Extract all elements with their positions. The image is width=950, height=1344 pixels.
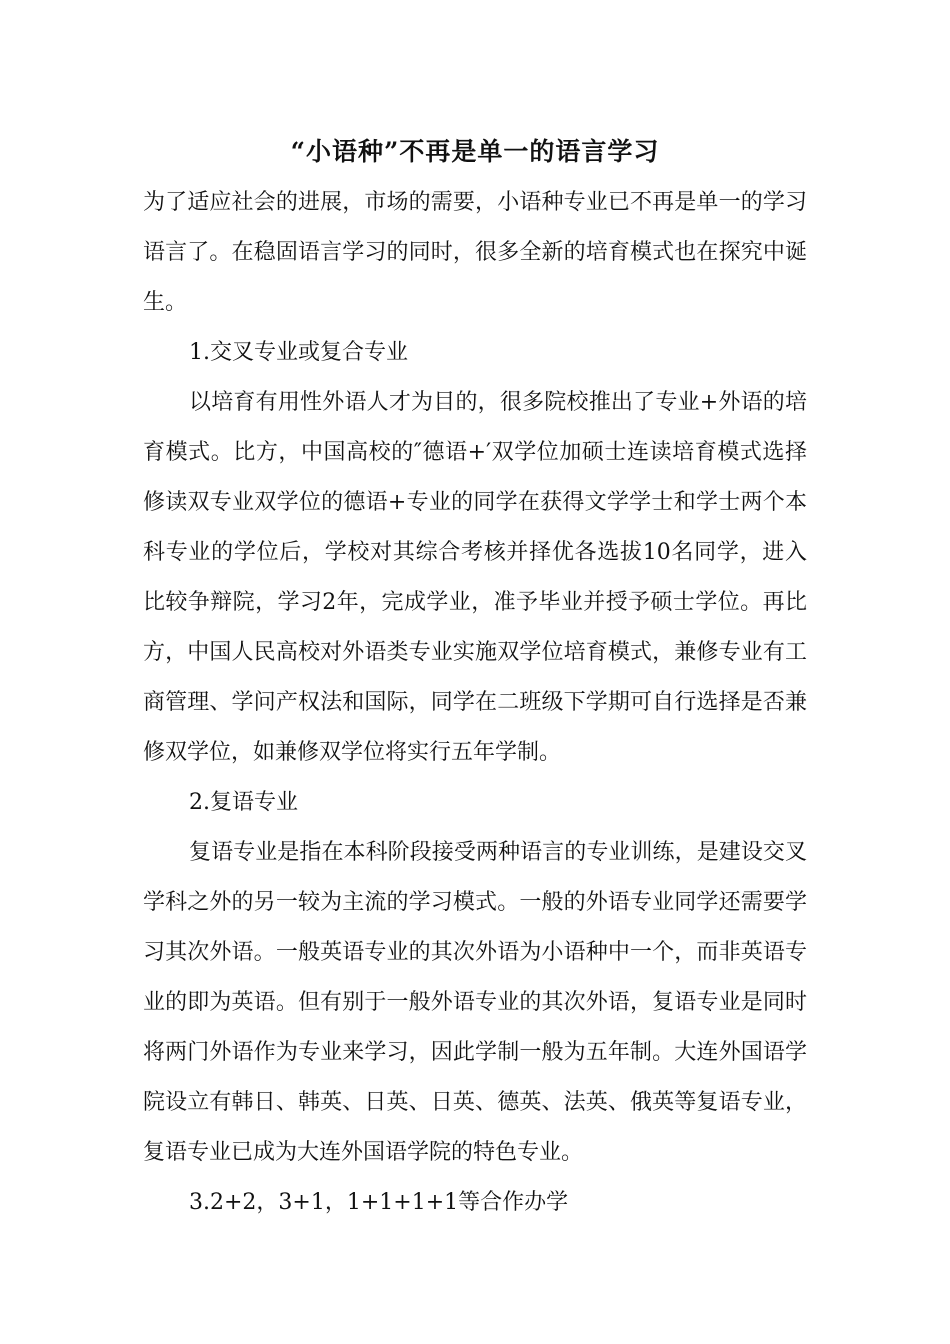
section-1-paragraph: 以培育有用性外语人才为目的，很多院校推出了专业+外语的培育模式。比方，中国高校的″德语+′双学位加硕士连读培育模式选择修读双专业双学位的德语+专业的同学在获得文学学士和学士两个本科专业的学位后，学校对其综合考核并择优各选拔10名同学，进入比较争辩院，学习2年，完成学业，准予毕业并授予硕士学位。再比方，中国人民高校对外语类专业实施双学位培育模式，兼修专业有工商管理、学问产权法和国际，同学在二班级下学期可自行选择是否兼修双学位，如兼修双学位将实行五年学制。	[143, 390, 807, 765]
section-2-heading: 2.复语专业	[189, 790, 298, 815]
document-title: “小语种”不再是单一的语言学习	[290, 137, 660, 166]
document-body	[143, 178, 807, 1228]
section-2-paragraph: 复语专业是指在本科阶段接受两种语言的专业训练，是建设交叉学科之外的另一较为主流的学习模式。一般的外语专业同学还需要学习其次外语。一般英语专业的其次外语为小语种中一个，而非英语专业的即为英语。但有别于一般外语专业的其次外语，复语专业是同时将两门外语作为专业来学习，因此学制一般为五年制。大连外国语学院设立有韩日、韩英、日英、日英、德英、法英、俄英等复语专业，复语专业已成为大连外国语学院的特色专业。	[143, 840, 807, 1165]
section-3-heading: 3.2+2，3+1，1+1+1+1等合作办学	[189, 1190, 569, 1215]
intro-paragraph: 为了适应社会的进展，市场的需要，小语种专业已不再是单一的学习语言了。在稳固语言学习的同时，很多全新的培育模式也在探究中诞生。	[143, 190, 807, 315]
section-1-heading: 1.交叉专业或复合专业	[189, 340, 408, 365]
